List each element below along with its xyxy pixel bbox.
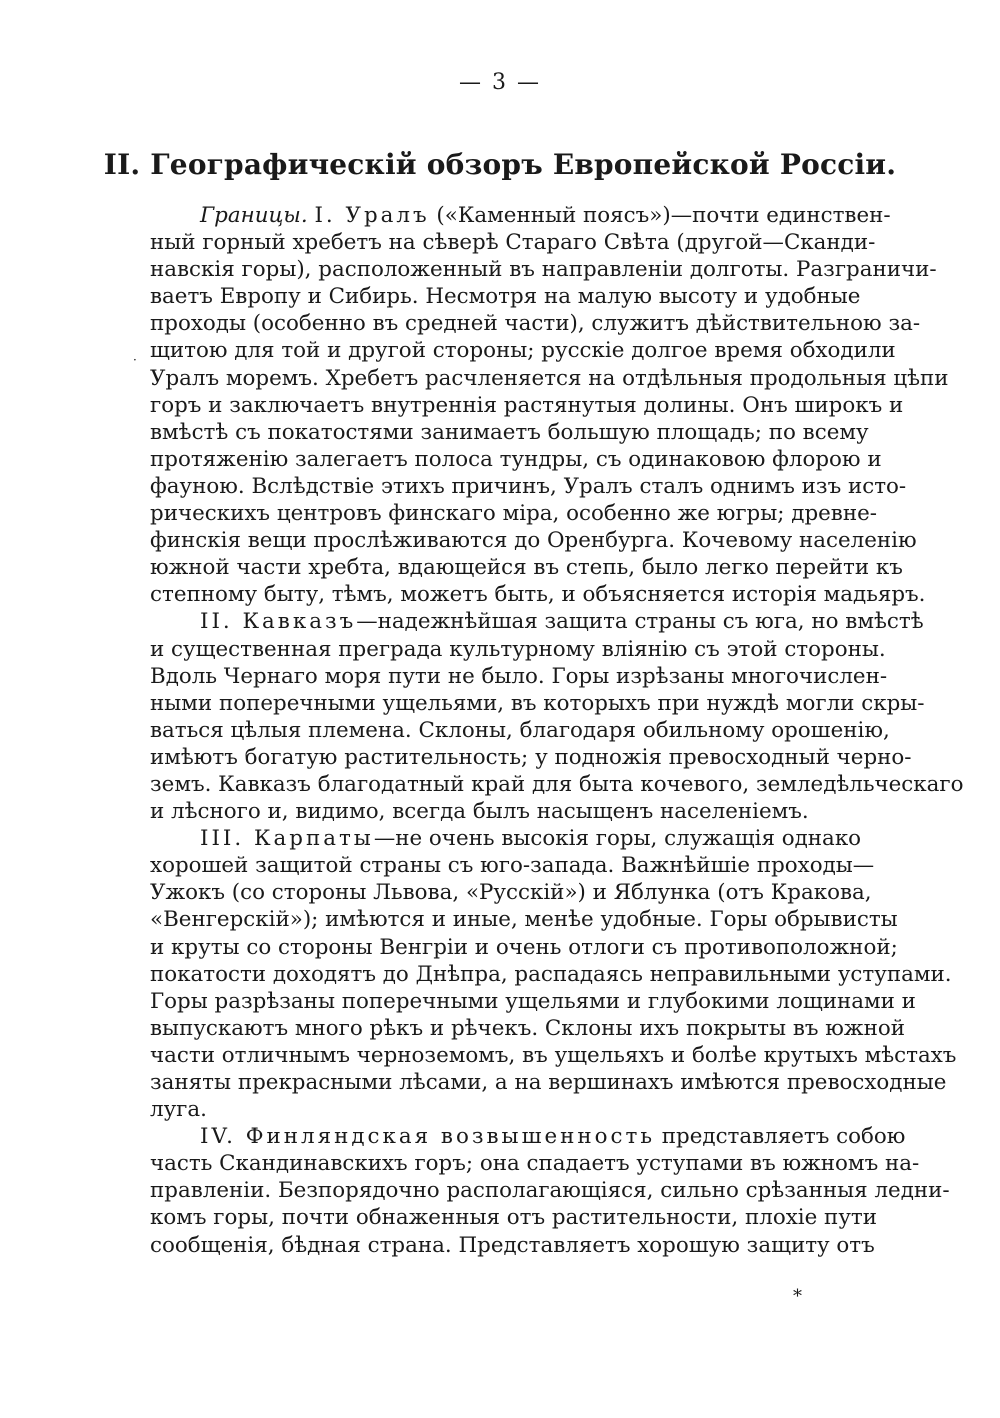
paragraph-line: навскія горы), расположенный въ направленіи долготы. Разграничи-	[150, 257, 937, 283]
paragraph-line	[150, 1123, 906, 1150]
line-text: представляетъ собою	[661, 1124, 906, 1150]
paragraph-line: и лѣсного и, видимо, всегда былъ насыщенъ населеніемъ.	[150, 799, 809, 825]
paragraph-line: Ужокъ (со стороны Львова, «Русскій») и Яблунка (отъ Кракова,	[150, 880, 872, 906]
paragraph-line: протяженію залегаетъ полоса тундры, съ одинаковою флорою и	[150, 446, 882, 472]
paragraph-line: Вдоль Чернаго моря пути не было. Горы изрѣзаны многочислен-	[150, 663, 888, 689]
paragraph-line: степному быту, тѣмъ, можетъ быть, и объясняется исторія мадьяръ.	[150, 582, 926, 608]
paragraph-line: правленіи. Безпорядочно располагающіяся, сильно срѣзанныя ледни-	[150, 1178, 950, 1204]
paragraph-line: части отличнымъ черноземомъ, въ ущельяхъ и болѣе крутыхъ мѣстахъ	[150, 1042, 957, 1068]
paragraph-line: хорошей защитой страны съ юго-запада. Важнѣйшіе проходы—	[150, 853, 875, 879]
page-number: — 3 —	[459, 70, 541, 95]
page-title: II. Географическій обзоръ Европейской Россіи.	[103, 148, 897, 181]
paragraph-line: вмѣстѣ съ покатостями занимаетъ большую площадь; по всему	[150, 419, 869, 445]
paragraph-line: сообщенія, бѣдная страна. Представляетъ хорошую защиту отъ	[150, 1232, 875, 1258]
paragraph-line: ными поперечными ущельями, въ которыхъ при нуждѣ могли скры-	[150, 690, 925, 716]
paragraph-line: щитою для той и другой стороны; русскіе долгое время обходили	[150, 338, 896, 364]
section-label: III. Карпаты	[200, 826, 374, 852]
paragraph-line: фауною. Вслѣдствіе этихъ причинъ, Уралъ сталъ однимъ изъ исто-	[150, 473, 907, 499]
paragraph-line: комъ горы, почти обнаженныя отъ растительности, плохіе пути	[150, 1205, 877, 1231]
section-label: IV. Финляндская возвышенность	[200, 1124, 655, 1150]
section-label: II. Кавказъ	[200, 609, 357, 635]
paragraph-line: земъ. Кавказъ благодатный край для быта кочевого, земледѣльческаго	[150, 771, 964, 797]
signature-mark: *	[793, 1286, 802, 1307]
paragraph-line: имѣютъ богатую растительность; у подножія превосходный черно-	[150, 744, 912, 770]
paragraph-line: ваться цѣлыя племена. Склоны, благодаря обильному орошенію,	[150, 717, 890, 743]
paragraph-line: и существенная преграда культурному вліянію съ этой стороны.	[150, 636, 886, 662]
line-text: —не очень высокія горы, служащія однако	[373, 826, 862, 852]
paragraph-line: покатости доходятъ до Днѣпра, распадаясь неправильными уступами.	[150, 961, 952, 987]
paragraph-line: ваетъ Европу и Сибирь. Несмотря на малую высоту и удобные	[150, 284, 861, 310]
paragraph-line	[150, 202, 891, 229]
paragraph-line: Уралъ моремъ. Хребетъ расчленяется на отдѣльныя продольныя цѣпи	[150, 365, 949, 391]
paragraph-line: южной части хребта, вдающейся въ степь, было легко перейти къ	[150, 555, 903, 581]
paragraph-line: заняты прекрасными лѣсами, а на вершинахъ имѣются превосходные	[150, 1070, 947, 1095]
section-intro: Границы.	[200, 203, 308, 228]
paragraph-line: проходы (особенно въ средней части), служитъ дѣйствительною за-	[150, 311, 921, 337]
line-text: («Каменный поясъ»)—почти единствен-	[436, 203, 891, 228]
line-text: —надежнѣйшая защита страны съ юга, но вмѣстѣ	[356, 609, 924, 635]
paragraph-line: Горы разрѣзаны поперечными ущельями и глубокими лощинами и	[150, 988, 916, 1014]
paragraph-line: «Венгерскій»); имѣются и иные, менѣе удобные. Горы обрывисты	[150, 907, 898, 933]
paragraph-line: часть Скандинавскихъ горъ; она спадаетъ уступами въ южномъ на-	[150, 1151, 920, 1177]
paragraph-line: выпускаютъ много рѣкъ и рѣчекъ. Склоны ихъ покрыты въ южной	[150, 1015, 905, 1041]
paragraph-line	[150, 608, 924, 635]
paragraph-line: луга.	[150, 1097, 207, 1123]
section-label: I. Уралъ	[314, 203, 430, 228]
paragraph-line: ный горный хребетъ на сѣверѣ Стараго Свѣта (другой—Сканди-	[150, 230, 876, 256]
paragraph-line: рическихъ центровъ финскаго міра, особенно же югры; древне-	[150, 501, 877, 527]
body-text	[150, 202, 964, 1259]
paragraph-line: горъ и заключаетъ внутреннія растянутыя долины. Онъ широкъ и	[150, 392, 904, 418]
paragraph-line: и круты со стороны Венгріи и очень отлоги съ противоположной;	[150, 934, 898, 960]
margin-mark: ·	[133, 353, 137, 367]
paragraph-line: финскія вещи прослѣживаются до Оренбурга. Кочевому населенію	[150, 528, 917, 554]
paragraph-line	[150, 825, 860, 852]
